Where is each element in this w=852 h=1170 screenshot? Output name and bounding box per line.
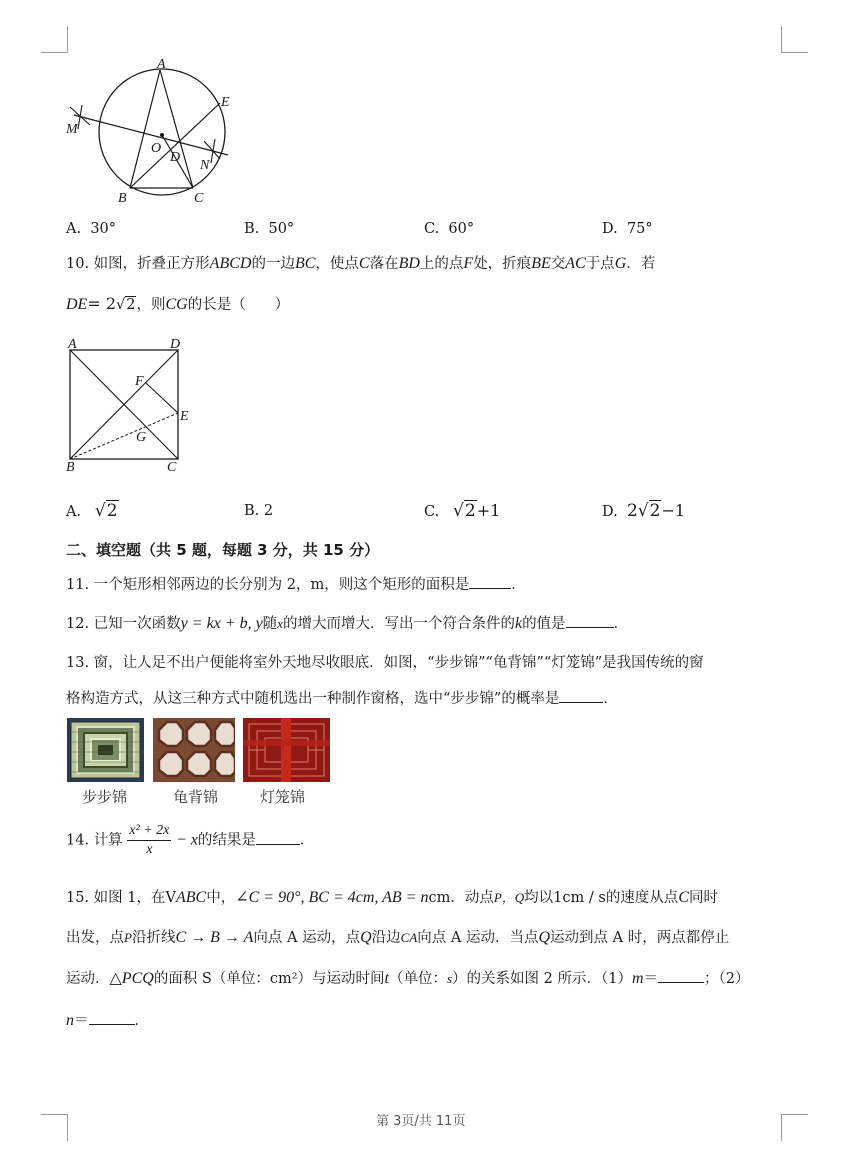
q14-fraction: $\frac{\text{x² + 2x}}{x}$ <box>129 823 170 857</box>
corner-mark-top-right <box>781 26 808 53</box>
q10-option-c[interactable]: C. √2+1 <box>424 501 501 521</box>
q13-line-2: 格构造方式，从这三种方式中随机选出一种制作窗格，选中“步步锦”的概率是 ． <box>66 688 618 709</box>
q10-line-1: 10. 如图，折叠正方形ABCD的一边BC，使点C落在BD上的点F处，折痕BE交AC于点G．若 <box>66 255 656 272</box>
caption-bubujin: 步步锦 <box>82 788 128 806</box>
q9-label-A: A <box>157 57 166 72</box>
corner-mark-bottom-left <box>41 1114 68 1141</box>
q9-option-d[interactable]: D. 75° <box>602 221 653 237</box>
window-guibeijin-image <box>153 718 235 782</box>
q12-answer-blank[interactable] <box>566 613 614 628</box>
q15-line-3: 运动．△PCQ的面积 S（单位：cm²）与运动时间t（单位：s）的关系如图 2 所示．（1）m＝ ；（2） <box>66 970 750 987</box>
q10-option-b[interactable]: B. 2 <box>244 503 274 519</box>
q11-text: 11. 一个矩形相邻两边的长分别为 2，m，则这个矩形的面积是 ． <box>66 574 526 595</box>
q9-chord-AB <box>130 70 160 188</box>
caption-guibeijin: 龟背锦 <box>173 788 219 806</box>
q13-line-1: 13. 窗，让人足不出户便能将室外天地尽收眼底．如图，“步步锦”“龟背锦”“灯笼锦”是我国传统的窗 <box>66 655 704 671</box>
q10-square-figure <box>60 335 200 475</box>
q10-label-G: G <box>136 430 147 445</box>
section-2-heading: 二、填空题（共 5 题，每题 3 分，共 15 分） <box>66 541 380 559</box>
q9-label-O: O <box>151 141 162 156</box>
q10-fold-FE <box>146 383 178 413</box>
q15-answer-blank-m[interactable] <box>658 968 704 983</box>
q10-option-d[interactable]: D. 2√2−1 <box>602 501 686 521</box>
q11-answer-blank[interactable] <box>469 574 511 589</box>
q10-label-C: C <box>167 460 177 475</box>
q13-answer-blank[interactable] <box>559 688 603 703</box>
q9-chord-AC <box>160 70 193 188</box>
q9-option-b[interactable]: B. 50° <box>244 221 295 237</box>
q10-label-B: B <box>66 460 75 475</box>
q10-crease-BE <box>70 413 178 459</box>
q9-option-a[interactable]: A. 30° <box>66 221 117 237</box>
q9-label-M: M <box>66 122 78 137</box>
q15-answer-blank-n[interactable] <box>89 1010 135 1025</box>
q9-label-B: B <box>118 191 127 206</box>
q9-circle-figure <box>60 55 240 210</box>
caption-denglongjin: 灯笼锦 <box>260 788 306 806</box>
q10-label-E: E <box>180 409 189 424</box>
corner-mark-bottom-right <box>781 1114 808 1141</box>
window-denglongjin-image <box>243 718 330 782</box>
page-number-footer: 第 3页/共 11页 <box>376 1114 466 1129</box>
q9-label-D: D <box>170 150 181 165</box>
q9-label-N: N <box>200 158 210 173</box>
q9-circle <box>99 69 225 195</box>
q10-line-2: DE= 2√2，则CG的长是（ ） <box>66 294 290 313</box>
q14-text: 14. 计算 $\frac{\text{x² + 2x}}{x}$ − x的结果是 ． <box>66 823 315 857</box>
q9-center-dot <box>160 133 164 137</box>
q10-label-A: A <box>68 337 77 352</box>
q9-label-C: C <box>194 191 204 206</box>
q10-label-F: F <box>135 374 144 389</box>
window-bubujin-image <box>67 718 144 782</box>
q9-option-c[interactable]: C. 60° <box>424 221 475 237</box>
q10-option-a[interactable]: A. √2 <box>66 501 118 521</box>
corner-mark-top-left <box>41 26 68 53</box>
q9-label-E: E <box>221 95 230 110</box>
q15-line-4: n＝ ． <box>66 1012 149 1029</box>
q15-line-2: 出发，点P沿折线C → B → A向点 A 运动，点Q沿边CA向点 A 运动．当点Q运动到点 A 时，两点都停止 <box>66 929 730 946</box>
q9-chord-BE <box>130 103 220 188</box>
q15-line-1: 15. 如图 1，在VABC中，∠C = 90°, BC = 4cm, AB = ncm．动点P，Q均以1cm / s的速度从点C同时 <box>66 889 718 906</box>
q14-answer-blank[interactable] <box>256 830 300 845</box>
q10-label-D: D <box>170 337 181 352</box>
q12-text: 12. 已知一次函数y = kx + b, y随x的增大而增大．写出一个符合条件的k的值是 ． <box>66 615 629 632</box>
